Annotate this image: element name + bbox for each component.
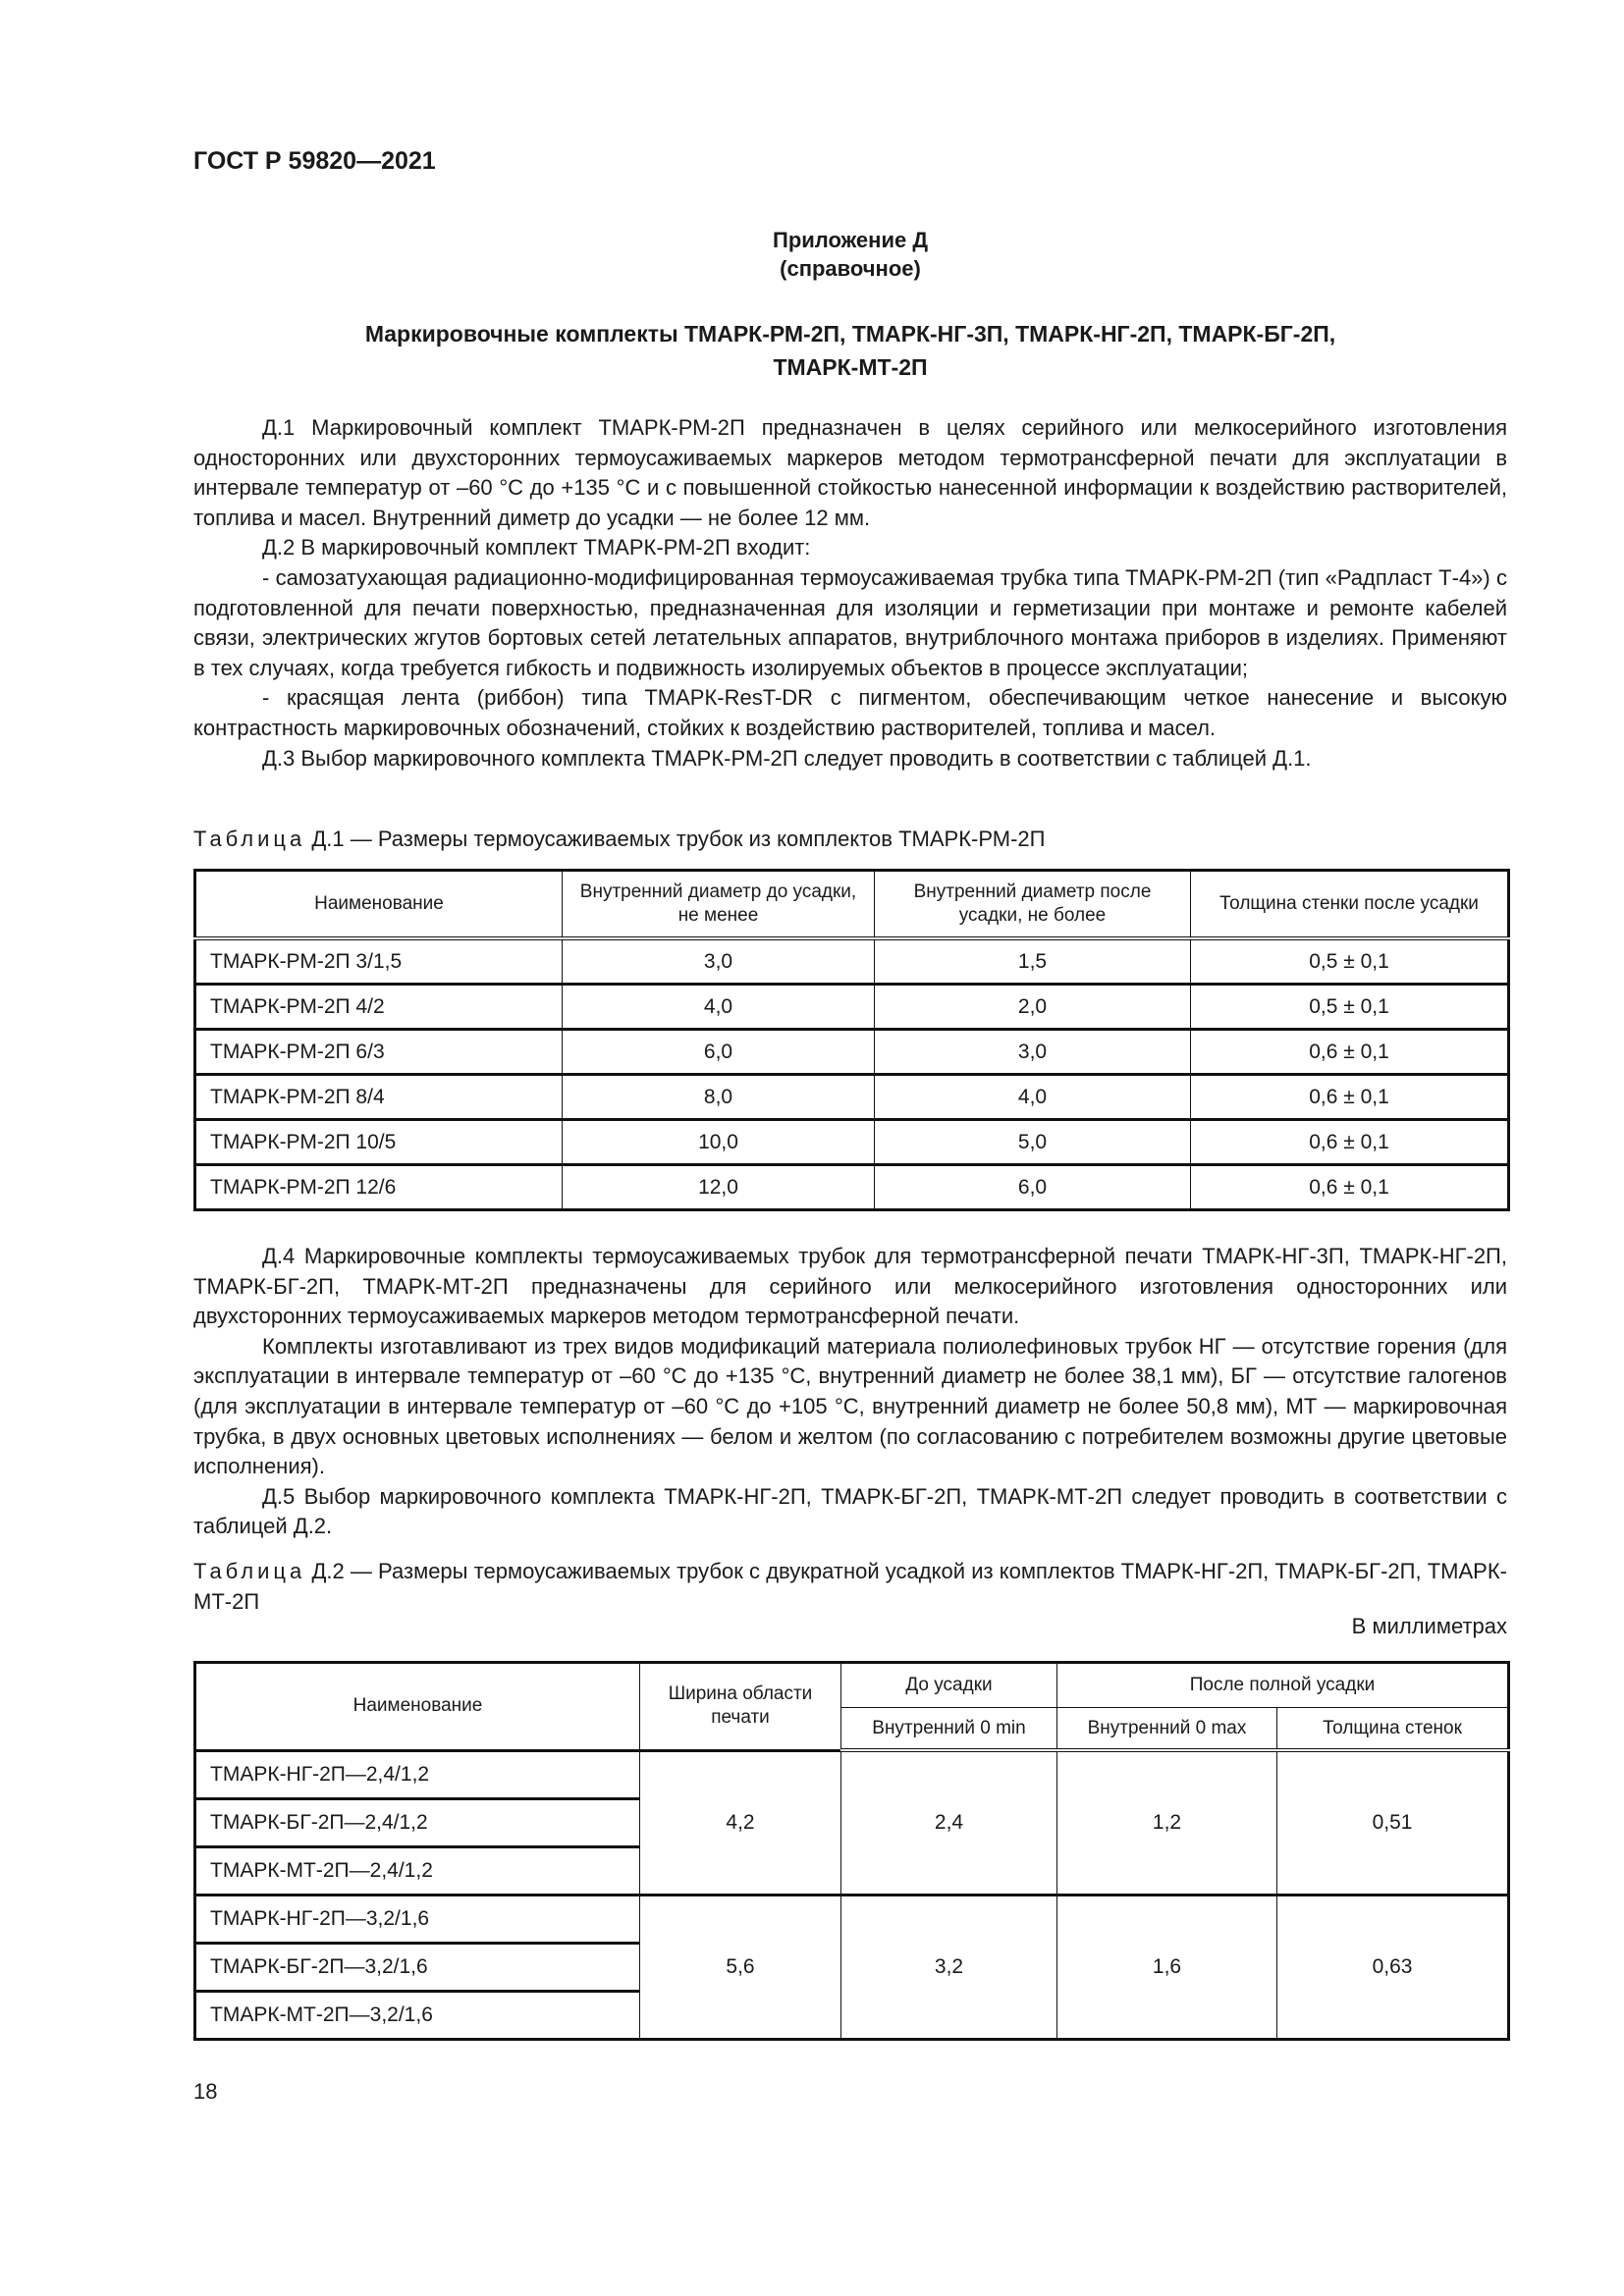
cell-inner-before: 8,0: [563, 1075, 875, 1120]
table1-header-inner-after: Внутренний диаметр после усадки, не более: [875, 871, 1191, 939]
table1-caption-text: Д.1 — Размеры термоусаживаемых трубок из комплектов ТМАРК-РМ-2П: [311, 827, 1046, 851]
table1-caption: [193, 825, 1507, 855]
cell-wall: 0,5 ± 0,1: [1191, 985, 1509, 1030]
cell-name: ТМАРК-РМ-2П 3/1,5: [195, 938, 563, 985]
table-row: [195, 1165, 1509, 1210]
table-row: [195, 1895, 1509, 1943]
table1-header-wall: Толщина стенки после усадки: [1191, 871, 1509, 939]
cell-wall: 0,5 ± 0,1: [1191, 938, 1509, 985]
cell-name: ТМАРК-РМ-2П 10/5: [195, 1120, 563, 1165]
table2-header-wall: Толщина стенок: [1277, 1708, 1509, 1751]
annex-label: Приложение Д: [773, 228, 928, 252]
table-row: [195, 938, 1509, 985]
cell-name: ТМАРК-НГ-2П—2,4/1,2: [195, 1750, 640, 1798]
table2-header-row-1: [195, 1663, 1509, 1708]
table2-units-note: В миллиметрах: [1351, 1614, 1507, 1638]
cell-inner-before: 4,0: [563, 985, 875, 1030]
section-d1-d3: [193, 413, 1507, 774]
cell-print-width: 5,6: [640, 1895, 841, 2039]
page-number: 18: [193, 2079, 218, 2104]
annex-type: (справочное): [780, 256, 921, 281]
paragraph-modifications: Комплекты изготавливают из трех видов модификаций материала полиолефиновых трубок НГ — отсутствие горения (для эксплуатации в интервале температур от –60 °С до +135 °С, внутренний диаметр не более 38,1 мм), БГ — отсутствие галогенов (для эксплуатации в интервале температур от –60 °С до +105 °С, внутренний диаметр не более 50,8 мм), МТ — маркировочная трубка, в двух основных цветовых исполнениях — белом и желтом (по согласованию с потребителем возможны другие цветовые исполнения).: [193, 1333, 1507, 1479]
cell-name: ТМАРК-НГ-2П—3,2/1,6: [195, 1895, 640, 1943]
table-row: [195, 1750, 1509, 1798]
cell-inner-after: 3,0: [875, 1030, 1191, 1075]
cell-inner-before: 6,0: [563, 1030, 875, 1075]
paragraph-ribbon: - красящая лента (риббон) типа ТМАРК-ResT-DR с пигментом, обеспечивающим четкое нанесение и высокую контрастность маркировочных обозначений, стойких к воздействию растворителей, топлива и масел.: [193, 685, 1507, 740]
cell-name: ТМАРК-МТ-2П—2,4/1,2: [195, 1846, 640, 1895]
table2-header-after: После полной усадки: [1057, 1663, 1509, 1708]
cell-wall: 0,6 ± 0,1: [1191, 1165, 1509, 1210]
cell-after-inner: 1,2: [1057, 1750, 1277, 1895]
table2-header-name: Наименование: [195, 1663, 640, 1751]
annex-title-line-1: Маркировочные комплекты ТМАРК-РМ-2П, ТМАРК-НГ-3П, ТМАРК-НГ-2П, ТМАРК-БГ-2П,: [364, 321, 1336, 347]
cell-name: ТМАРК-РМ-2П 4/2: [195, 985, 563, 1030]
table1-header-row: [195, 871, 1509, 939]
table2-header-print-width: Ширина области печати: [640, 1663, 841, 1751]
table-row: [195, 1120, 1509, 1165]
cell-inner-before: 10,0: [563, 1120, 875, 1165]
table1-caption-word: Таблица: [193, 827, 306, 851]
cell-name: ТМАРК-БГ-2П—3,2/1,6: [195, 1943, 640, 1991]
cell-inner-before: 12,0: [563, 1165, 875, 1210]
table-row: [195, 985, 1509, 1030]
cell-inner-after: 6,0: [875, 1165, 1191, 1210]
table2-caption-text: Д.2 — Размеры термоусаживаемых трубок с двукратной усадкой из комплектов ТМАРК-НГ-2П, ТМАРК-БГ-2П, ТМАРК-МТ-2П: [193, 1559, 1507, 1614]
table2-caption: [193, 1557, 1507, 1617]
cell-wall: 0,63: [1277, 1895, 1509, 2039]
cell-before-inner: 2,4: [841, 1750, 1057, 1895]
cell-name: ТМАРК-БГ-2П—2,4/1,2: [195, 1798, 640, 1846]
table-d2: [193, 1661, 1510, 2041]
table-row: [195, 1030, 1509, 1075]
paragraph-d4: Д.4 Маркировочные комплекты термоусаживаемых трубок для термотрансферной печати ТМАРК-НГ-3П, ТМАРК-НГ-2П, ТМАРК-БГ-2П, ТМАРК-МТ-2П предназначены для серийного или мелкосерийного изготовления односторонних или двухсторонних термоусаживаемых маркеров методом термотрансферной печати.: [193, 1244, 1507, 1329]
cell-inner-after: 4,0: [875, 1075, 1191, 1120]
cell-print-width: 4,2: [640, 1750, 841, 1895]
cell-name: ТМАРК-РМ-2П 6/3: [195, 1030, 563, 1075]
cell-wall: 0,6 ± 0,1: [1191, 1120, 1509, 1165]
table2-caption-word: Таблица: [193, 1559, 306, 1583]
table-row: [195, 1075, 1509, 1120]
cell-name: ТМАРК-РМ-2П 12/6: [195, 1165, 563, 1210]
paragraph-d5: Д.5 Выбор маркировочного комплекта ТМАРК-НГ-2П, ТМАРК-БГ-2П, ТМАРК-МТ-2П следует проводить в соответствии с таблицей Д.2.: [193, 1483, 1507, 1539]
cell-wall: 0,6 ± 0,1: [1191, 1075, 1509, 1120]
paragraph-d3: Д.3 Выбор маркировочного комплекта ТМАРК-РМ-2П следует проводить в соответствии с таблицей Д.1.: [262, 745, 1312, 771]
table2-header-before: До усадки: [841, 1663, 1057, 1708]
table2-header-before-inner: Внутренний 0 min: [841, 1708, 1057, 1751]
annex-title-line-2: ТМАРК-МТ-2П: [773, 354, 928, 380]
cell-inner-before: 3,0: [563, 938, 875, 985]
cell-before-inner: 3,2: [841, 1895, 1057, 2039]
annex-title: [193, 317, 1507, 384]
paragraph-d1: Д.1 Маркировочный комплект ТМАРК-РМ-2П предназначен в целях серийного или мелкосерийного изготовления односторонних или двухсторонних термоусаживаемых маркеров методом термотрансферной печати для эксплуатации в интервале температур от –60 °С до +135 °С и с повышенной стойкостью нанесенной информации к воздействию растворителей, топлива и масел. Внутренний диметр до усадки — не более 12 мм.: [193, 415, 1507, 530]
paragraph-tube: - самозатухающая радиационно-модифицированная термоусаживаемая трубка типа ТМАРК-РМ-2П (тип «Радпласт Т-4») с подготовленной для печати поверхностью, предназначенная для изоляции и герметизации при монтаже и ремонте кабелей связи, электрических жгутов бортовых сетей летательных аппаратов, внутриблочного монтажа приборов в изделиях. Применяют в тех случаях, когда требуется гибкость и подвижность изолируемых объектов в процессе эксплуатации;: [193, 564, 1507, 680]
paragraph-d2: Д.2 В маркировочный комплект ТМАРК-РМ-2П входит:: [262, 535, 811, 561]
cell-wall: 0,51: [1277, 1750, 1509, 1895]
table-d1: [193, 869, 1510, 1211]
cell-after-inner: 1,6: [1057, 1895, 1277, 2039]
table1-header-inner-before: Внутренний диаметр до усадки, не менее: [563, 871, 875, 939]
cell-wall: 0,6 ± 0,1: [1191, 1030, 1509, 1075]
annex-heading: [193, 226, 1507, 283]
cell-inner-after: 1,5: [875, 938, 1191, 985]
cell-name: ТМАРК-РМ-2П 8/4: [195, 1075, 563, 1120]
cell-inner-after: 2,0: [875, 985, 1191, 1030]
section-d4-d5: [193, 1242, 1507, 1542]
cell-inner-after: 5,0: [875, 1120, 1191, 1165]
table2-header-after-inner: Внутренний 0 max: [1057, 1708, 1277, 1751]
table1-header-name: Наименование: [195, 871, 563, 939]
document-code: ГОСТ Р 59820—2021: [193, 147, 436, 175]
cell-name: ТМАРК-МТ-2П—3,2/1,6: [195, 1991, 640, 2039]
